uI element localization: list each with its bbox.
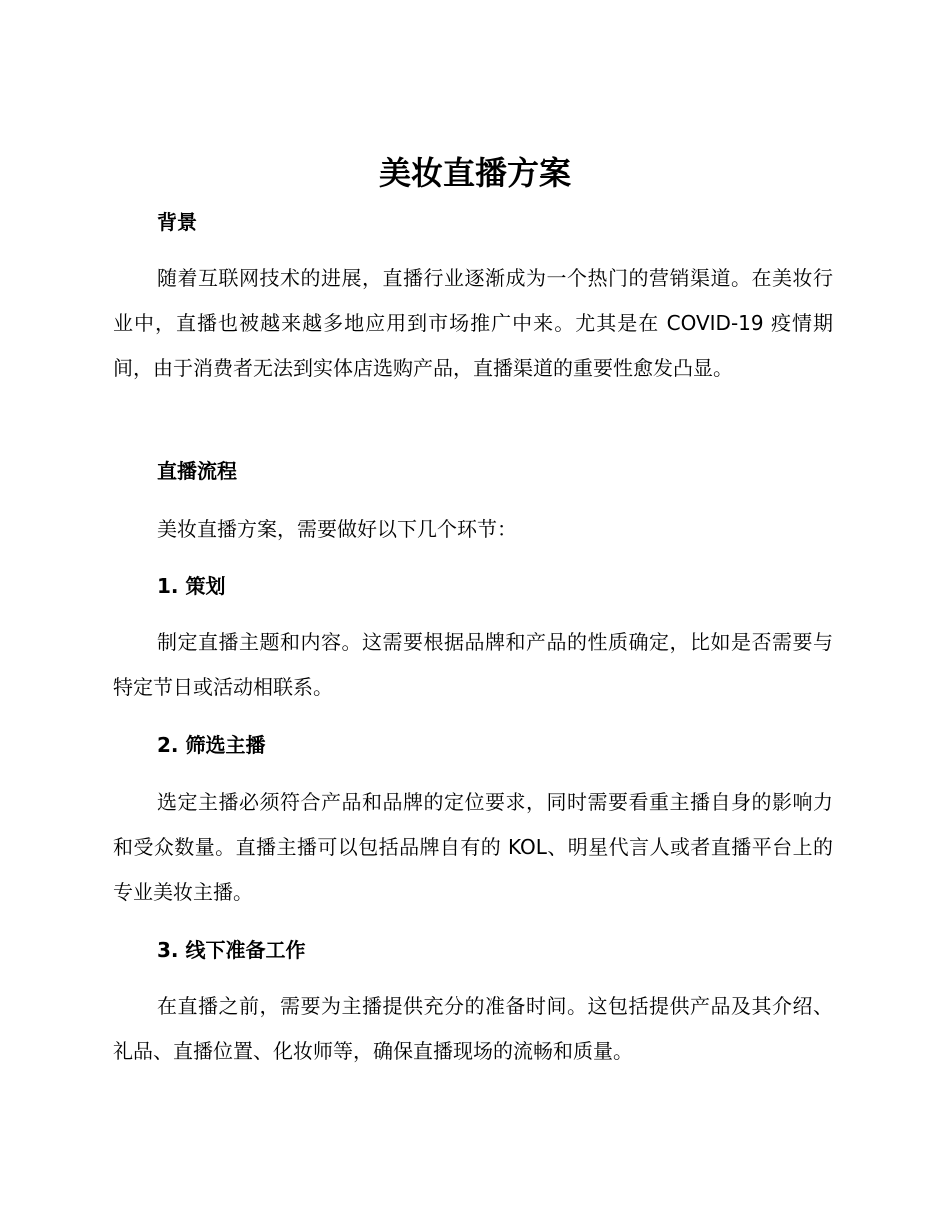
paragraph-host-selection: 选定主播必须符合产品和品牌的定位要求，同时需要看重主播自身的影响力和受众数量。直播主播可以包括品牌自有的 KOL、明星代言人或者直播平台上的专业美妆主播。 <box>113 790 833 904</box>
paragraph-planning: 制定直播主题和内容。这需要根据品牌和产品的性质确定，比如是否需要与特定节日或活动相联系。 <box>113 630 833 699</box>
section-heading-host-selection: 2. 筛选主播 <box>157 733 266 757</box>
document-title: 美妆直播方案 <box>378 154 571 192</box>
section-heading-process: 直播流程 <box>157 459 237 483</box>
section-heading-background: 背景 <box>157 210 197 234</box>
paragraph-background: 随着互联网技术的进展，直播行业逐渐成为一个热门的营销渠道。在美妆行业中，直播也被越来越多地应用到市场推广中来。尤其是在 COVID-19 疫情期间，由于消费者无法到实体店选购产品，直播渠道的重要性愈发凸显。 <box>113 266 833 380</box>
section-heading-planning: 1. 策划 <box>157 574 226 598</box>
paragraph-process-intro: 美妆直播方案，需要做好以下几个环节： <box>157 517 517 541</box>
section-heading-offline-prep: 3. 线下准备工作 <box>157 938 306 962</box>
paragraph-offline-prep: 在直播之前，需要为主播提供充分的准备时间。这包括提供产品及其介绍、礼品、直播位置、化妆师等，确保直播现场的流畅和质量。 <box>113 994 833 1063</box>
